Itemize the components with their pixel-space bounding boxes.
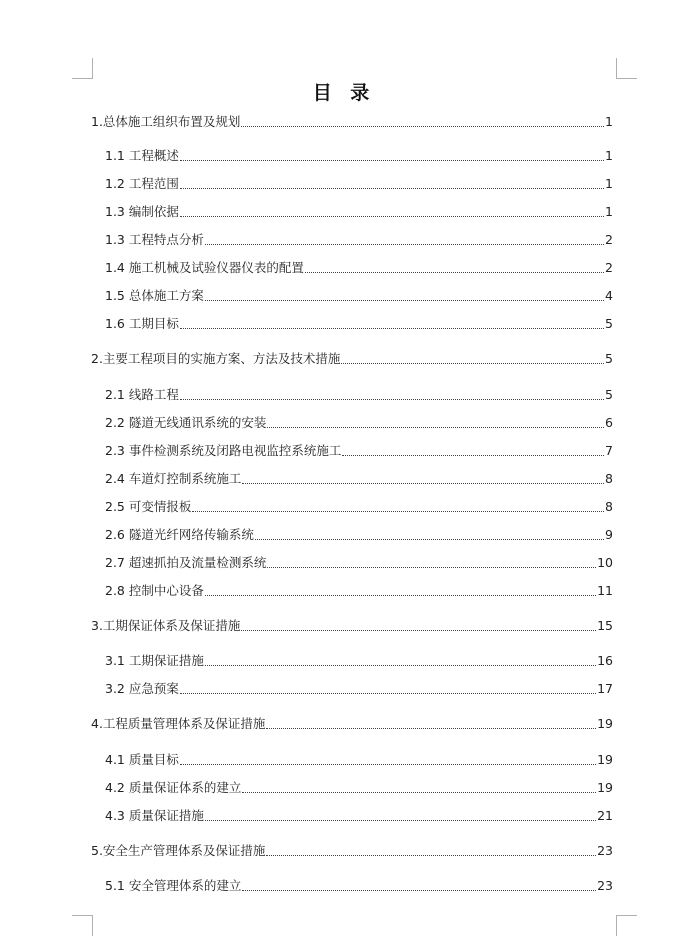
toc-entry-page: 19 bbox=[597, 716, 613, 731]
toc-entry-page: 15 bbox=[597, 618, 613, 633]
toc-leader-dots bbox=[341, 363, 604, 364]
toc-entry-page: 1 bbox=[605, 148, 613, 163]
toc-entry[interactable] bbox=[105, 204, 613, 220]
crop-mark-top-left bbox=[72, 58, 93, 79]
toc-leader-dots bbox=[342, 455, 604, 456]
toc-entry-page: 8 bbox=[605, 471, 613, 486]
toc-entry-text: 1.2 工程范围 bbox=[105, 176, 179, 191]
toc-entry-text: 2.主要工程项目的实施方案、方法及技术措施 bbox=[91, 351, 341, 366]
toc-entry[interactable] bbox=[105, 653, 613, 669]
toc-entry[interactable] bbox=[105, 780, 613, 796]
toc-leader-dots bbox=[180, 160, 604, 161]
toc-entry-page: 17 bbox=[597, 681, 613, 696]
toc-entry-page: 6 bbox=[605, 415, 613, 430]
toc-entry-text: 2.4 车道灯控制系统施工 bbox=[105, 471, 242, 486]
toc-entry-text: 1.3 编制依据 bbox=[105, 204, 179, 219]
toc-leader-dots bbox=[266, 855, 596, 856]
toc-entry[interactable] bbox=[91, 843, 613, 859]
toc-entry-page: 2 bbox=[605, 260, 613, 275]
toc-leader-dots bbox=[180, 216, 604, 217]
toc-entry-page: 10 bbox=[597, 555, 613, 570]
toc-leader-dots bbox=[205, 820, 596, 821]
toc-entry-page: 23 bbox=[597, 843, 613, 858]
toc-entry[interactable] bbox=[105, 583, 613, 599]
toc-entry-text: 3.工期保证体系及保证措施 bbox=[91, 618, 241, 633]
toc-entry-text: 2.3 事件检测系统及闭路电视监控系统施工 bbox=[105, 443, 342, 458]
toc-leader-dots bbox=[180, 399, 604, 400]
toc-leader-dots bbox=[205, 665, 596, 666]
toc-entry-text: 4.1 质量目标 bbox=[105, 752, 179, 767]
toc-entry[interactable] bbox=[91, 716, 613, 732]
toc-entry-text: 2.8 控制中心设备 bbox=[105, 583, 204, 598]
toc-entry-text: 1.1 工程概述 bbox=[105, 148, 179, 163]
toc-entry-page: 1 bbox=[605, 114, 613, 129]
toc-entry[interactable] bbox=[105, 752, 613, 768]
toc-leader-dots bbox=[242, 792, 596, 793]
crop-mark-bottom-right bbox=[616, 915, 637, 936]
toc-entry-text: 2.2 隧道无线通讯系统的安装 bbox=[105, 415, 267, 430]
toc-title: 目 录 bbox=[312, 82, 376, 104]
crop-mark-bottom-left bbox=[72, 915, 93, 936]
toc-entry-page: 5 bbox=[605, 351, 613, 366]
toc-entry[interactable] bbox=[105, 176, 613, 192]
toc-entry-text: 5.1 安全管理体系的建立 bbox=[105, 878, 242, 893]
toc-entry-text: 2.5 可变情报板 bbox=[105, 499, 192, 514]
toc-entry[interactable] bbox=[105, 148, 613, 164]
toc-entry[interactable] bbox=[91, 351, 613, 367]
toc-entry[interactable] bbox=[105, 878, 613, 894]
toc-entry-text: 3.1 工期保证措施 bbox=[105, 653, 204, 668]
toc-entry[interactable] bbox=[91, 114, 613, 130]
toc-entry[interactable] bbox=[105, 527, 613, 543]
toc-entry-text: 1.4 施工机械及试验仪器仪表的配置 bbox=[105, 260, 304, 275]
toc-entry-page: 21 bbox=[597, 808, 613, 823]
toc-leader-dots bbox=[305, 272, 604, 273]
toc-entry-page: 4 bbox=[605, 288, 613, 303]
toc-entry-page: 7 bbox=[605, 443, 613, 458]
toc-entry-text: 4.3 质量保证措施 bbox=[105, 808, 204, 823]
toc-entry-text: 1.3 工程特点分析 bbox=[105, 232, 204, 247]
toc-leader-dots bbox=[266, 728, 596, 729]
toc-leader-dots bbox=[180, 693, 596, 694]
toc-entry-text: 2.7 超速抓拍及流量检测系统 bbox=[105, 555, 267, 570]
toc-entry[interactable] bbox=[105, 232, 613, 248]
toc-entry-text: 4.2 质量保证体系的建立 bbox=[105, 780, 242, 795]
toc-entry-page: 19 bbox=[597, 780, 613, 795]
toc-leader-dots bbox=[242, 890, 596, 891]
toc-entry-text: 5.安全生产管理体系及保证措施 bbox=[91, 843, 266, 858]
toc-entry-text: 1.5 总体施工方案 bbox=[105, 288, 204, 303]
crop-mark-top-right bbox=[616, 58, 637, 79]
toc-leader-dots bbox=[205, 300, 604, 301]
toc-entry-page: 23 bbox=[597, 878, 613, 893]
toc-leader-dots bbox=[180, 188, 604, 189]
toc-entry-page: 1 bbox=[605, 176, 613, 191]
toc-leader-dots bbox=[242, 483, 604, 484]
toc-leader-dots bbox=[205, 244, 604, 245]
toc-entry-text: 1.总体施工组织布置及规划 bbox=[91, 114, 241, 129]
toc-entry[interactable] bbox=[105, 555, 613, 571]
toc-entry[interactable] bbox=[105, 316, 613, 332]
toc-entry-page: 2 bbox=[605, 232, 613, 247]
toc-entry-text: 2.6 隧道光纤网络传输系统 bbox=[105, 527, 254, 542]
toc-entry-page: 9 bbox=[605, 527, 613, 542]
toc-entry-page: 19 bbox=[597, 752, 613, 767]
toc-leader-dots bbox=[192, 511, 604, 512]
toc-leader-dots bbox=[255, 539, 604, 540]
toc-entry-text: 4.工程质量管理体系及保证措施 bbox=[91, 716, 266, 731]
toc-leader-dots bbox=[180, 764, 596, 765]
toc-entry[interactable] bbox=[105, 415, 613, 431]
toc-entry-text: 3.2 应急预案 bbox=[105, 681, 179, 696]
toc-entry[interactable] bbox=[105, 260, 613, 276]
toc-entry[interactable] bbox=[105, 387, 613, 403]
toc-entry[interactable] bbox=[91, 618, 613, 634]
toc-leader-dots bbox=[241, 630, 596, 631]
toc-entry[interactable] bbox=[105, 443, 613, 459]
toc-entry-page: 11 bbox=[597, 583, 613, 598]
toc-entry[interactable] bbox=[105, 681, 613, 697]
toc-entry[interactable] bbox=[105, 808, 613, 824]
toc-entry-text: 2.1 线路工程 bbox=[105, 387, 179, 402]
toc-leader-dots bbox=[241, 126, 604, 127]
toc-entry-page: 5 bbox=[605, 387, 613, 402]
toc-entry[interactable] bbox=[105, 499, 613, 515]
toc-entry[interactable] bbox=[105, 288, 613, 304]
toc-entry-page: 16 bbox=[597, 653, 613, 668]
toc-leader-dots bbox=[205, 595, 596, 596]
toc-entry-text: 1.6 工期目标 bbox=[105, 316, 179, 331]
toc-entry[interactable] bbox=[105, 471, 613, 487]
toc-leader-dots bbox=[180, 328, 604, 329]
toc-leader-dots bbox=[267, 567, 596, 568]
toc-entry-page: 8 bbox=[605, 499, 613, 514]
toc-entry-page: 1 bbox=[605, 204, 613, 219]
toc-entry-page: 5 bbox=[605, 316, 613, 331]
toc-leader-dots bbox=[267, 427, 604, 428]
